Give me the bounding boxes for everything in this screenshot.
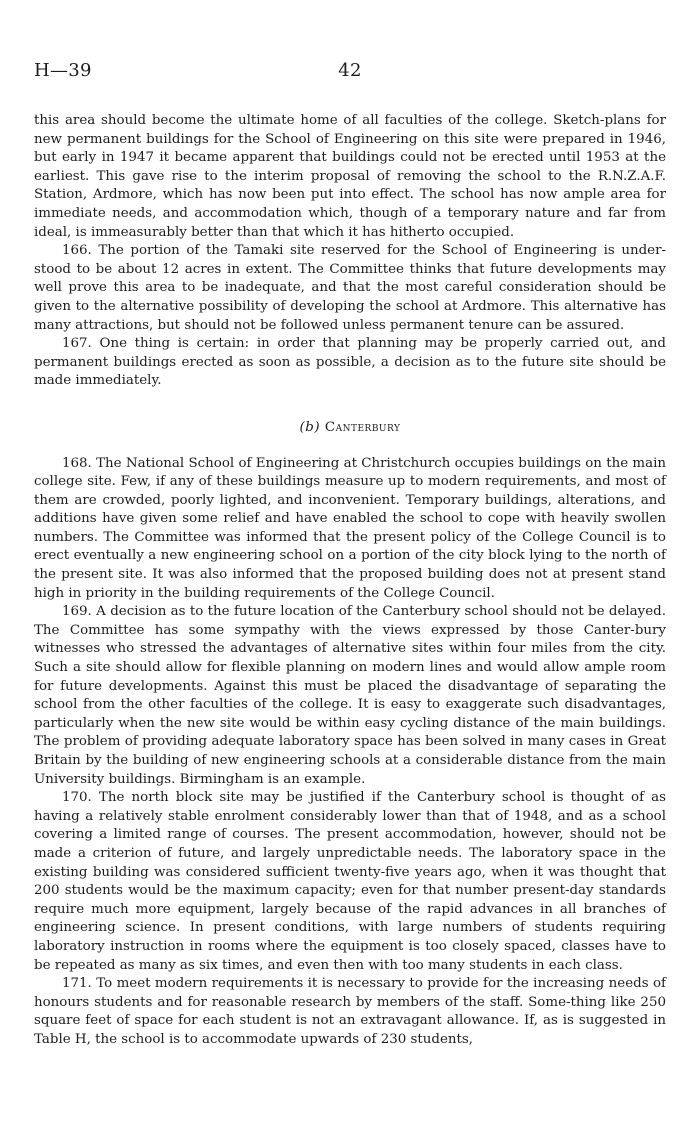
running-head: [34, 60, 666, 82]
paragraph-169: 169. A decision as to the future location of the Canterbury school should not be delayed. The Committee has some sympathy with the views expressed by those Canter-bury witnesses who stressed the advantages of alternative sites within four miles from the city. Such a site should allow for flexible planning on modern lines and would allow ample room for future developments. Against this must be placed the disadvantage of separating the school from the other faculties of the college. It is easy to exaggerate such disadvantages, particularly when the new site would be within easy cycling distance of the main buildings. The problem of providing adequate laboratory space has been solved in many cases in Great Britain by the building of new engineering schools at a considerable distance from the main University buildings. Birmingham is an example.: [34, 604, 666, 787]
section-letter: (b): [299, 419, 321, 435]
paragraph-166: 166. The portion of the Tamaki site reserved for the School of Engineering is under-stood to be about 12 acres in extent. The Committee thinks that future developments may well prove this area to be inadequate, and that the most careful consideration should be given to the alternative possibility of developing the school at Ardmore. This alternative has many attractions, but should not be followed unless permanent tenure can be assured.: [34, 243, 666, 333]
paragraph-170: 170. The north block site may be justified if the Canterbury school is thought of as having a relatively stable enrolment considerably lower than that of 1948, and as a school covering a limited range of courses. The present accommodation, however, should not be made a criterion of future, and largely unpredictable needs. The laboratory space in the existing building was considered sufficient twenty-five years ago, when it was thought that 200 students would be the maximum capacity; even for that number present-day standards require much more equipment, largely because of the rapid advances in all branches of engineering science. In present conditions, with large numbers of students requiring laboratory instruction in rooms where the equipment is too closely spaced, classes have to be repeated as many as six times, and even then with too many students in each class.: [34, 790, 666, 973]
page-number: 42: [338, 60, 362, 81]
paragraph-171: 171. To meet modern requirements it is necessary to provide for the increasing needs of honours students and for reasonable research by members of the staff. Some-thing like 250 square feet of space for each student is not an extravagant allowance. If, as is suggested in Table H, the school is to accommodate upwards of 230 students,: [34, 976, 666, 1047]
section-title: Canterbury: [324, 419, 401, 435]
paragraph-continued: this area should become the ultimate home of all faculties of the college. Sketch-plans for new permanent buildings for the School of Engineering on this site were prepared in 1946, but early in 1947 it became apparent that buildings could not be erected until 1953 at the earliest. This gave rise to the interim proposal of removing the school to the R.N.Z.A.F. Station, Ardmore, which has now been put into effect. The school has now ample area for immediate needs, and accommodation which, though of a temporary nature and far from ideal, is immeasurably better than that which it has hitherto occupied.: [34, 113, 666, 240]
paragraph-167: 167. One thing is certain: in order that planning may be properly carried out, and permanent buildings erected as soon as possible, a decision as to the future site should be made immediately.: [34, 336, 666, 389]
section-heading: [34, 419, 666, 438]
document-body: [34, 112, 666, 1050]
document-reference: H—39: [34, 60, 92, 81]
paragraph-168: 168. The National School of Engineering at Christchurch occupies buildings on the main college site. Few, if any of these buildings measure up to modern requirements, and most of them are crowded, poorly lighted, and inconvenient. Temporary buildings, alterations, and additions have given some relief and have enabled the school to cope with heavily swollen numbers. The Committee was informed that the present policy of the College Council is to erect eventually a new engineering school on a portion of the city block lying to the north of the present site. It was also informed that the proposed building does not at present stand high in priority in the building requirements of the College Council.: [34, 455, 666, 601]
